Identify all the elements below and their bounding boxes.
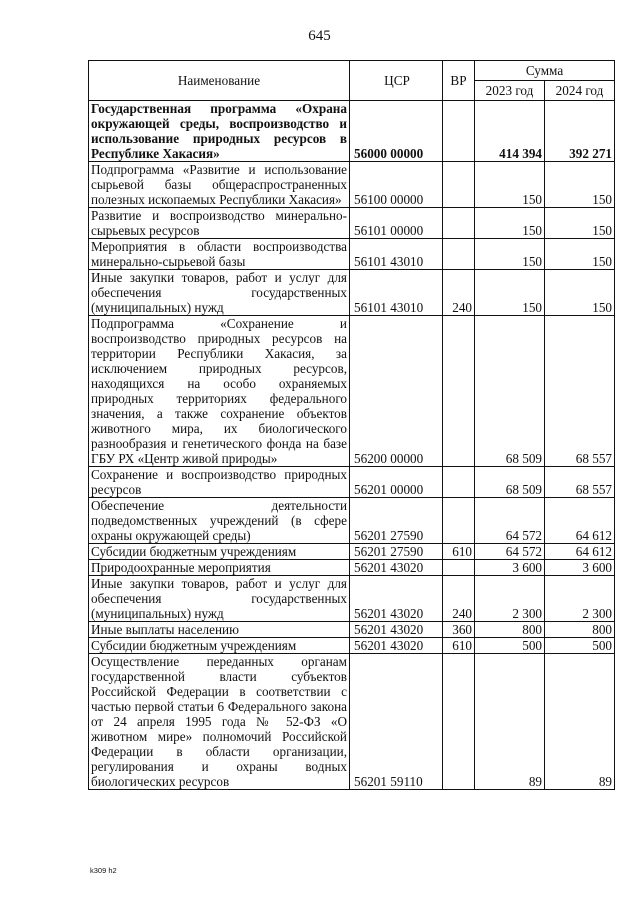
table-row <box>89 208 615 239</box>
header-2023: 2023 год <box>475 81 545 101</box>
row-name: Государственная программа «Охрана окружающей среды, воспроизводство и использование природных ресурсов в Республике Хакасия» <box>89 101 350 162</box>
row-name: Иные закупки товаров, работ и услуг для обеспечения государственных (муниципальных) нужд <box>89 576 350 622</box>
header-vr: ВР <box>443 61 475 101</box>
row-csr: 56101 43010 <box>350 239 443 270</box>
table-row <box>89 467 615 498</box>
table-row <box>89 270 615 316</box>
row-sum-2023: 150 <box>475 239 545 270</box>
page-number: 645 <box>308 28 331 44</box>
row-csr: 56201 59110 <box>350 654 443 790</box>
row-sum-2023: 3 600 <box>475 560 545 576</box>
row-sum-2024: 150 <box>545 208 615 239</box>
row-name: Развитие и воспроизводство минерально-сырьевых ресурсов <box>89 208 350 239</box>
row-sum-2024: 64 612 <box>545 544 615 560</box>
row-sum-2024: 3 600 <box>545 560 615 576</box>
table-row <box>89 239 615 270</box>
row-sum-2024: 150 <box>545 239 615 270</box>
row-sum-2024: 68 557 <box>545 467 615 498</box>
row-vr <box>443 239 475 270</box>
table-row <box>89 638 615 654</box>
row-vr: 360 <box>443 622 475 638</box>
row-sum-2023: 89 <box>475 654 545 790</box>
row-csr: 56201 43020 <box>350 622 443 638</box>
table-row <box>89 560 615 576</box>
row-vr: 610 <box>443 544 475 560</box>
row-sum-2023: 68 509 <box>475 316 545 467</box>
row-csr: 56201 00000 <box>350 467 443 498</box>
row-vr: 240 <box>443 576 475 622</box>
table-row <box>89 622 615 638</box>
row-name: Субсидии бюджетным учреждениям <box>89 638 350 654</box>
row-sum-2024: 392 271 <box>545 101 615 162</box>
footer-code: k309 h2 <box>90 866 117 875</box>
row-sum-2024: 2 300 <box>545 576 615 622</box>
table-row <box>89 316 615 467</box>
row-name: Подпрограмма «Сохранение и воспроизводство природных ресурсов на территории Республики Хакасия, за исключением природных ресурсов, находящихся на особо охраняемых природных территориях федерального значения, а также сохранение объектов животного мира, их биологического разнообразия и генетического фонда на базе ГБУ РХ «Центр живой природы» <box>89 316 350 467</box>
budget-table <box>88 60 615 790</box>
table-row <box>89 654 615 790</box>
row-vr <box>443 560 475 576</box>
row-vr <box>443 162 475 208</box>
table-row <box>89 544 615 560</box>
row-sum-2023: 150 <box>475 162 545 208</box>
row-csr: 56201 27590 <box>350 498 443 544</box>
row-vr <box>443 654 475 790</box>
header-name: Наименование <box>89 61 350 101</box>
row-sum-2024: 150 <box>545 162 615 208</box>
row-sum-2023: 500 <box>475 638 545 654</box>
table-row <box>89 498 615 544</box>
row-csr: 56101 43010 <box>350 270 443 316</box>
row-name: Иные выплаты населению <box>89 622 350 638</box>
row-csr: 56101 00000 <box>350 208 443 239</box>
row-csr: 56201 43020 <box>350 638 443 654</box>
row-name: Субсидии бюджетным учреждениям <box>89 544 350 560</box>
row-sum-2023: 414 394 <box>475 101 545 162</box>
header-csr: ЦСР <box>350 61 443 101</box>
table-body <box>89 101 615 790</box>
row-vr <box>443 208 475 239</box>
row-sum-2024: 89 <box>545 654 615 790</box>
row-csr: 56201 43020 <box>350 576 443 622</box>
row-csr: 56201 27590 <box>350 544 443 560</box>
row-sum-2023: 150 <box>475 270 545 316</box>
header-sum: Сумма <box>475 61 615 81</box>
row-vr <box>443 316 475 467</box>
row-sum-2023: 68 509 <box>475 467 545 498</box>
row-sum-2023: 64 572 <box>475 544 545 560</box>
row-sum-2023: 800 <box>475 622 545 638</box>
row-csr: 56201 43020 <box>350 560 443 576</box>
row-name: Сохранение и воспроизводство природных ресурсов <box>89 467 350 498</box>
row-name: Природоохранные мероприятия <box>89 560 350 576</box>
table-header <box>89 61 615 101</box>
row-sum-2023: 2 300 <box>475 576 545 622</box>
row-sum-2024: 64 612 <box>545 498 615 544</box>
row-csr: 56200 00000 <box>350 316 443 467</box>
table-row <box>89 576 615 622</box>
row-sum-2023: 64 572 <box>475 498 545 544</box>
row-vr <box>443 467 475 498</box>
row-name: Иные закупки товаров, работ и услуг для обеспечения государственных (муниципальных) нужд <box>89 270 350 316</box>
row-vr <box>443 498 475 544</box>
row-name: Осуществление переданных органам государственной власти субъектов Российской Федерации в соответствии с частью первой статьи 6 Федерального закона от 24 апреля 1995 года № 52-ФЗ «О животном мире» полномочий Российской Федерации в области организации, регулирования и охраны водных биологических ресурсов <box>89 654 350 790</box>
row-name: Мероприятия в области воспроизводства минерально-сырьевой базы <box>89 239 350 270</box>
row-csr: 56000 00000 <box>350 101 443 162</box>
row-sum-2024: 150 <box>545 270 615 316</box>
row-vr: 240 <box>443 270 475 316</box>
row-sum-2024: 68 557 <box>545 316 615 467</box>
row-sum-2024: 500 <box>545 638 615 654</box>
table-row <box>89 101 615 162</box>
header-2024: 2024 год <box>545 81 615 101</box>
row-name: Обеспечение деятельности подведомственных учреждений (в сфере охраны окружающей среды) <box>89 498 350 544</box>
row-vr: 610 <box>443 638 475 654</box>
row-sum-2024: 800 <box>545 622 615 638</box>
table-row <box>89 162 615 208</box>
row-csr: 56100 00000 <box>350 162 443 208</box>
row-sum-2023: 150 <box>475 208 545 239</box>
row-vr <box>443 101 475 162</box>
row-name: Подпрограмма «Развитие и использование сырьевой базы общераспространенных полезных ископаемых Республики Хакасия» <box>89 162 350 208</box>
